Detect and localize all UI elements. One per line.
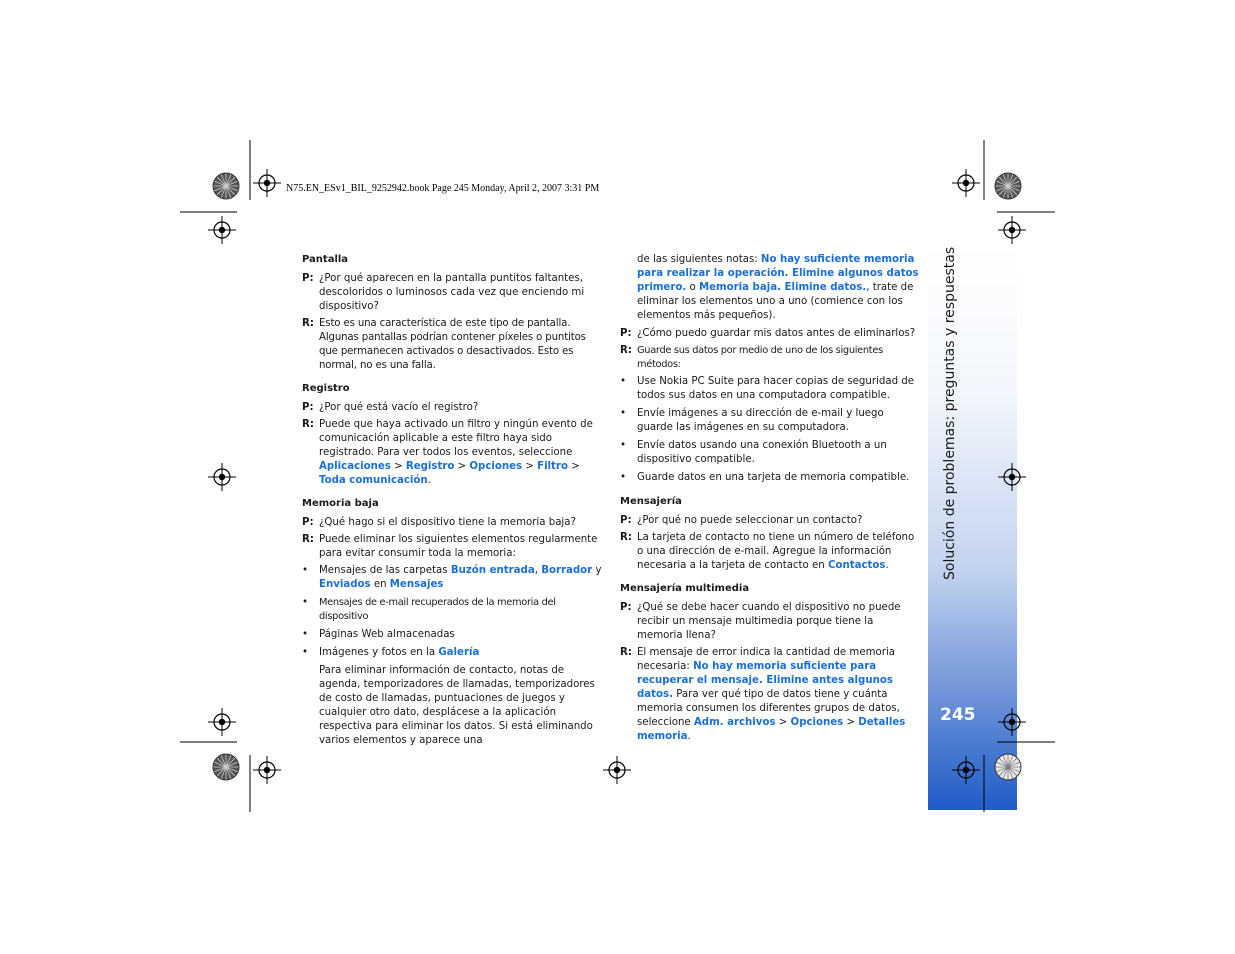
ui-term: Toda comunicación [319, 475, 428, 486]
answer-memoria: R: Puede eliminar los siguientes elementos regularmente para evitar consumir toda la memoria: [302, 534, 598, 559]
ui-term: Aplicaciones [319, 461, 391, 472]
question-pantalla: P: ¿Por qué aparecen en la pantalla puntitos faltantes, descoloridos o luminosos cada vez que enciendo mi dispositivo? [302, 273, 585, 312]
question-mensajeria: P: ¿Por qué no puede seleccionar un contacto? [620, 515, 863, 526]
list-item: • Use Nokia PC Suite para hacer copias de seguridad de todos sus datos en una computadora compatible. [620, 376, 915, 401]
sidebar-chapter-title: Solución de problemas: preguntas y respuestas [942, 246, 958, 580]
question-mms: P: ¿Qué se debe hacer cuando el dispositivo no puede recibir un mensaje multimedia porque tiene la memoria llena? [620, 602, 901, 641]
list-item: • Envíe imágenes a su dirección de e-mail y luego guarde las imágenes en su computadora. [620, 408, 884, 433]
list-item: • Imágenes y fotos en la Galería [302, 647, 480, 658]
list-item: • Guarde datos en una tarjeta de memoria compatible. [620, 472, 910, 483]
section-heading-pantalla: Pantalla [302, 254, 349, 265]
answer-guardar: R: Guarde sus datos por medio de uno de los siguientes métodos: [620, 345, 883, 370]
question-guardar: P: ¿Cómo puedo guardar mis datos antes de eliminarlos? [620, 328, 916, 339]
question-registro: P: ¿Por qué está vacío el registro? [302, 402, 479, 413]
paragraph-eliminar: Para eliminar información de contacto, notas de agenda, temporizadores de llamadas, temporizadores de costo de llamadas, puntuaciones de juegos y cualquier otro dato, desplácese a la aplicación respectiva para eliminar los datos. Si está eliminando varios elementos y aparece una [319, 665, 595, 746]
print-header: N75.EN_ESv1_BIL_9252942.book Page 245 Monday, April 2, 2007 3:31 PM [286, 183, 600, 194]
answer-registro: R: Puede que haya activado un filtro y ningún evento de comunicación aplicable a este filtro haya sido registrado. Para ver todos los eventos, seleccione Aplicaciones > Registro > Opciones > Filtro > Toda comunicación. [302, 419, 593, 486]
ui-term: Registro [405, 461, 455, 472]
question-memoria: P: ¿Qué hago si el dispositivo tiene la memoria baja? [302, 517, 576, 528]
answer-mensajeria: R: La tarjeta de contacto no tiene un número de teléfono o una dirección de e-mail. Agregue la información necesaria a la tarjeta de contacto en Contactos. [620, 532, 915, 571]
ui-term: Filtro [537, 461, 568, 472]
q-label: P: [302, 273, 314, 284]
page-number: 245 [940, 705, 976, 725]
section-heading-memoria-baja: Memoria baja [302, 498, 379, 509]
answer-pantalla: R: Esto es una característica de este tipo de pantalla. Algunas pantallas podrían contener píxeles o puntitos que permanecen activados o desactivados. Esto es normal, no es una falla. [302, 318, 586, 371]
list-item: • Mensajes de e-mail recuperados de la memoria del dispositivo [302, 597, 556, 622]
section-heading-registro: Registro [302, 383, 350, 394]
list-item: • Envíe datos usando una conexión Bluetooth a un dispositivo compatible. [620, 440, 887, 465]
answer-mms: R: El mensaje de error indica la cantidad de memoria necesaria: No hay memoria suficiente para recuperar el mensaje. Elimine antes algunos datos. Para ver qué tipo de datos tiene y cuánta memoria consumen los diferentes grupos de datos, seleccione Adm. archivos > Opciones > Detalles memoria. [620, 647, 906, 742]
a-label: R: [302, 318, 314, 329]
list-item: • Páginas Web almacenadas [302, 629, 455, 640]
section-heading-mms: Mensajería multimedia [620, 583, 750, 594]
list-item: • Mensajes de las carpetas Buzón entrada, Borrador y Enviados en Mensajes [302, 565, 602, 590]
section-heading-mensajeria: Mensajería [620, 496, 682, 507]
ui-term: Opciones [469, 461, 523, 472]
continued-answer: de las siguientes notas: No hay suficiente memoria para realizar la operación. Elimine algunos datos primero. o Memoria baja. Elimine datos., trate de eliminar los elementos uno a uno (comience con los elementos más pequeños). [637, 254, 919, 321]
